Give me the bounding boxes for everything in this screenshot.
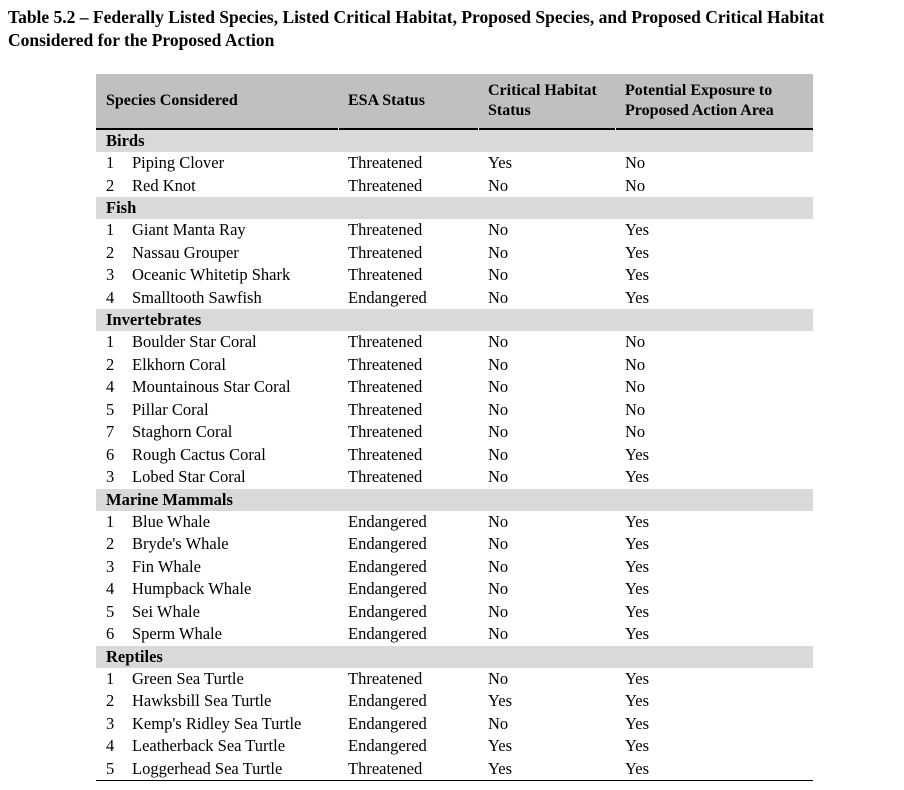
species-number: 2	[106, 175, 115, 195]
esa-status-cell: Threatened	[348, 422, 423, 442]
species-number: 1	[106, 332, 115, 352]
species-cell	[96, 690, 338, 713]
species-number: 2	[106, 242, 115, 262]
species-cell	[96, 713, 338, 736]
table-row	[96, 152, 813, 175]
species-number: 5	[106, 399, 115, 419]
species-number: 5	[106, 601, 115, 621]
critical-habitat-cell: Yes	[488, 153, 513, 173]
species-cell	[96, 466, 338, 489]
potential-exposure-cell: Yes	[625, 601, 650, 621]
species-name: Blue Whale	[132, 511, 211, 531]
species-name: Humpback Whale	[132, 579, 252, 599]
species-cell	[96, 623, 338, 646]
species-name: Bryde's Whale	[132, 534, 229, 554]
species-name: Leatherback Sea Turtle	[132, 736, 286, 756]
species-number: 3	[106, 467, 115, 487]
esa-status-cell: Threatened	[348, 220, 423, 240]
species-name: Mountainous Star Coral	[132, 377, 291, 397]
group-row	[96, 646, 813, 668]
species-name: Hawksbill Sea Turtle	[132, 691, 272, 711]
species-cell	[96, 287, 338, 310]
species-cell	[96, 242, 338, 265]
table-row	[96, 242, 813, 265]
species-cell	[96, 264, 338, 287]
critical-habitat-cell: No	[488, 287, 509, 307]
table-row	[96, 376, 813, 399]
esa-status-cell: Endangered	[348, 556, 427, 576]
header-potential-exposure-text: Potential Exposure to Proposed Action Area	[625, 82, 774, 119]
critical-habitat-cell: No	[488, 556, 509, 576]
esa-status-cell: Threatened	[348, 444, 423, 464]
table-row	[96, 354, 813, 377]
potential-exposure-cell: Yes	[625, 444, 650, 464]
table-row	[96, 399, 813, 422]
table-row	[96, 758, 813, 781]
species-name: Rough Cactus Coral	[132, 444, 266, 464]
species-cell	[96, 601, 338, 624]
esa-status-cell: Endangered	[348, 601, 427, 621]
table-row	[96, 713, 813, 736]
esa-status-cell: Threatened	[348, 153, 423, 173]
critical-habitat-cell: No	[488, 399, 509, 419]
potential-exposure-cell: Yes	[625, 713, 650, 733]
table-row	[96, 578, 813, 601]
species-number: 3	[106, 265, 115, 285]
species-number: 5	[106, 758, 115, 778]
group-label: Invertebrates	[96, 309, 813, 331]
esa-status-cell: Endangered	[348, 624, 427, 644]
species-name: Piping Clover	[132, 153, 225, 173]
species-cell	[96, 668, 338, 691]
critical-habitat-cell: No	[488, 534, 509, 554]
species-cell	[96, 758, 338, 781]
critical-habitat-cell: No	[488, 511, 509, 531]
species-number: 1	[106, 668, 115, 688]
header-esa-status: ESA Status	[338, 74, 478, 129]
critical-habitat-cell: No	[488, 220, 509, 240]
species-number: 7	[106, 422, 115, 442]
esa-status-cell: Endangered	[348, 534, 427, 554]
group-row	[96, 197, 813, 219]
esa-status-cell: Threatened	[348, 354, 423, 374]
potential-exposure-cell: Yes	[625, 624, 650, 644]
species-number: 4	[106, 736, 115, 756]
header-critical-habitat-text: Critical Habitat Status	[488, 82, 597, 119]
species-cell	[96, 175, 338, 198]
esa-status-cell: Threatened	[348, 467, 423, 487]
group-label: Fish	[96, 197, 813, 219]
header-critical-habitat	[478, 74, 615, 129]
table-header-row	[96, 74, 813, 129]
species-name: Sei Whale	[132, 601, 200, 621]
species-name: Fin Whale	[132, 556, 201, 576]
potential-exposure-cell: Yes	[625, 556, 650, 576]
potential-exposure-cell: Yes	[625, 691, 650, 711]
critical-habitat-cell: No	[488, 444, 509, 464]
group-row	[96, 129, 813, 152]
species-name: Pillar Coral	[132, 399, 209, 419]
critical-habitat-cell: No	[488, 601, 509, 621]
species-cell	[96, 533, 338, 556]
potential-exposure-cell: Yes	[625, 467, 650, 487]
potential-exposure-cell: Yes	[625, 668, 650, 688]
group-row	[96, 309, 813, 331]
critical-habitat-cell: Yes	[478, 758, 615, 781]
species-cell	[96, 578, 338, 601]
table-row	[96, 421, 813, 444]
esa-status-cell: Endangered	[348, 691, 427, 711]
species-name: Sperm Whale	[132, 624, 222, 644]
potential-exposure-cell: No	[625, 153, 646, 173]
potential-exposure-cell: No	[625, 399, 646, 419]
esa-status-cell: Threatened	[348, 399, 423, 419]
esa-status-cell: Endangered	[348, 511, 427, 531]
species-cell	[96, 219, 338, 242]
critical-habitat-cell: No	[488, 175, 509, 195]
species-cell	[96, 399, 338, 422]
species-name: Kemp's Ridley Sea Turtle	[132, 713, 302, 733]
species-name: Lobed Star Coral	[132, 467, 246, 487]
potential-exposure-cell: No	[625, 332, 646, 352]
species-cell	[96, 354, 338, 377]
potential-exposure-cell: Yes	[615, 758, 813, 781]
table-row	[96, 287, 813, 310]
potential-exposure-cell: No	[625, 354, 646, 374]
species-cell	[96, 331, 338, 354]
species-number: 4	[106, 377, 115, 397]
group-label: Birds	[96, 129, 813, 152]
species-number: 6	[106, 624, 115, 644]
header-potential-exposure	[615, 74, 813, 129]
species-number: 1	[106, 511, 115, 531]
table-row	[96, 556, 813, 579]
critical-habitat-cell: No	[488, 242, 509, 262]
esa-status-cell: Threatened	[338, 758, 478, 781]
esa-status-cell: Threatened	[348, 175, 423, 195]
table-row	[96, 533, 813, 556]
species-number: 6	[106, 444, 115, 464]
group-label: Reptiles	[96, 646, 813, 668]
species-name: Loggerhead Sea Turtle	[132, 758, 283, 778]
potential-exposure-cell: Yes	[625, 287, 650, 307]
potential-exposure-cell: No	[625, 377, 646, 397]
table-row	[96, 175, 813, 198]
potential-exposure-cell: Yes	[625, 511, 650, 531]
table-row	[96, 444, 813, 467]
critical-habitat-cell: Yes	[488, 736, 513, 756]
species-cell	[96, 444, 338, 467]
table-row	[96, 735, 813, 758]
esa-status-cell: Endangered	[348, 287, 427, 307]
species-cell	[96, 376, 338, 399]
species-cell	[96, 511, 338, 534]
critical-habitat-cell: No	[488, 668, 509, 688]
species-name: Elkhorn Coral	[132, 354, 226, 374]
table-row	[96, 466, 813, 489]
species-cell	[96, 735, 338, 758]
critical-habitat-cell: No	[488, 713, 509, 733]
potential-exposure-cell: Yes	[625, 265, 650, 285]
potential-exposure-cell: No	[625, 422, 646, 442]
table-row	[96, 264, 813, 287]
potential-exposure-cell: Yes	[625, 534, 650, 554]
critical-habitat-cell: No	[488, 624, 509, 644]
species-name: Oceanic Whitetip Shark	[132, 265, 291, 285]
potential-exposure-cell: No	[625, 175, 646, 195]
critical-habitat-cell: No	[488, 265, 509, 285]
table-row	[96, 668, 813, 691]
species-number: 1	[106, 153, 115, 173]
species-name: Red Knot	[132, 175, 196, 195]
table-row	[96, 690, 813, 713]
species-number: 3	[106, 556, 115, 576]
critical-habitat-cell: Yes	[488, 691, 513, 711]
esa-status-cell: Threatened	[348, 377, 423, 397]
critical-habitat-cell: No	[488, 422, 509, 442]
table-row	[96, 511, 813, 534]
species-name: Staghorn Coral	[132, 422, 233, 442]
species-table	[96, 74, 813, 781]
species-number: 2	[106, 354, 115, 374]
critical-habitat-cell: No	[488, 467, 509, 487]
species-number: 4	[106, 579, 115, 599]
esa-status-cell: Endangered	[348, 736, 427, 756]
esa-status-cell: Threatened	[348, 242, 423, 262]
table-caption: Table 5.2 – Federally Listed Species, Listed Critical Habitat, Proposed Species, and Proposed Critical Habitat Considered for the Proposed Action	[8, 7, 825, 50]
species-name: Giant Manta Ray	[132, 220, 246, 240]
potential-exposure-cell: Yes	[625, 242, 650, 262]
table-row	[96, 219, 813, 242]
potential-exposure-cell: Yes	[625, 736, 650, 756]
header-species: Species Considered	[96, 74, 338, 129]
species-number: 2	[106, 534, 115, 554]
species-cell	[96, 421, 338, 444]
esa-status-cell: Endangered	[348, 579, 427, 599]
critical-habitat-cell: No	[488, 377, 509, 397]
species-cell	[96, 152, 338, 175]
species-name: Green Sea Turtle	[132, 668, 244, 688]
table-row	[96, 331, 813, 354]
species-name: Boulder Star Coral	[132, 332, 257, 352]
esa-status-cell: Threatened	[348, 668, 423, 688]
species-number: 1	[106, 220, 115, 240]
species-number: 2	[106, 691, 115, 711]
critical-habitat-cell: No	[488, 332, 509, 352]
table-row	[96, 623, 813, 646]
species-number: 4	[106, 287, 115, 307]
species-name: Smalltooth Sawfish	[132, 287, 262, 307]
species-number: 3	[106, 713, 115, 733]
esa-status-cell: Endangered	[348, 713, 427, 733]
critical-habitat-cell: No	[488, 354, 509, 374]
potential-exposure-cell: Yes	[625, 579, 650, 599]
group-label: Marine Mammals	[96, 489, 813, 511]
table-row	[96, 601, 813, 624]
esa-status-cell: Threatened	[348, 265, 423, 285]
table-body	[96, 129, 813, 781]
group-row	[96, 489, 813, 511]
potential-exposure-cell: Yes	[625, 220, 650, 240]
esa-status-cell: Threatened	[348, 332, 423, 352]
species-name: Nassau Grouper	[132, 242, 239, 262]
critical-habitat-cell: No	[488, 579, 509, 599]
species-cell	[96, 556, 338, 579]
